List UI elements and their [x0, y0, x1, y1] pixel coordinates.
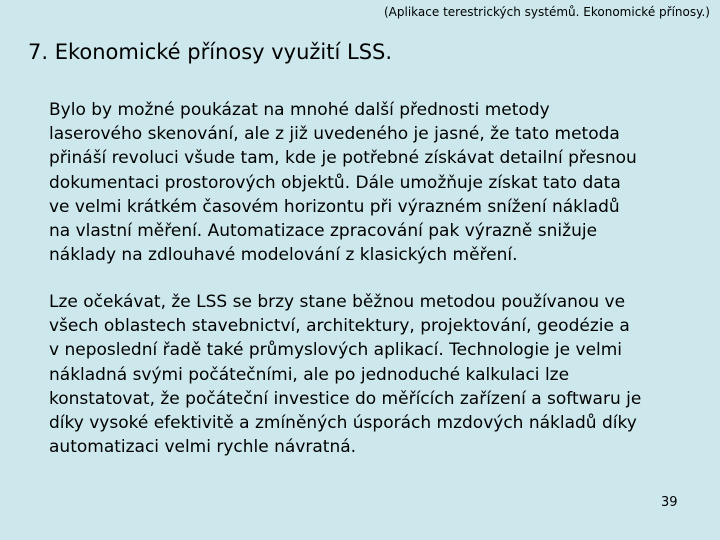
paragraph-1: [49, 98, 679, 267]
paragraph-2-line: automatizaci velmi rychle návratná.: [49, 437, 357, 458]
paragraph-1-line: laserového skenování, ale z již uvedeného je jasné, že tato metoda: [49, 124, 620, 145]
paragraph-2-line: všech oblastech stavebnictví, architektury, projektování, geodézie a: [49, 316, 630, 337]
paragraph-1-line: dokumentaci prostorových objektů. Dále umožňuje získat tato data: [49, 172, 621, 193]
paragraph-1-line: Bylo by možné poukázat na mnohé další přednosti metody: [49, 100, 550, 120]
paragraph-1-line: ve velmi krátkém časovém horizontu při výrazném snížení nákladů: [49, 196, 620, 217]
page-number: 39: [661, 495, 678, 510]
paragraph-2: [49, 290, 679, 459]
paragraph-1-line: přináší revoluci všude tam, kde je potřebné získávat detailní přesnou: [49, 148, 637, 169]
slide-title: 7. Ekonomické přínosy využití LSS.: [28, 40, 393, 64]
paragraph-2-line: konstatovat, že počáteční investice do měřících zařízení a softwaru je: [49, 388, 642, 409]
paragraph-2-line: Lze očekávat, že LSS se brzy stane běžnou metodou používanou ve: [49, 292, 626, 312]
paragraph-2-line: nákladná svými počátečními, ale po jednoduché kalkulaci lze: [49, 364, 570, 385]
paragraph-1-line: na vlastní měření. Automatizace zpracování pak výrazně snižuje: [49, 221, 598, 242]
header-note: (Aplikace terestrických systémů. Ekonomické přínosy.): [384, 5, 710, 19]
paragraph-1-line: náklady na zdlouhavé modelování z klasických měření.: [49, 245, 518, 266]
paragraph-2-line: díky vysoké efektivitě a zmíněných úsporách mzdových nákladů díky: [49, 413, 637, 434]
paragraph-2-line: v neposlední řadě také průmyslových aplikací. Technologie je velmi: [49, 340, 623, 361]
